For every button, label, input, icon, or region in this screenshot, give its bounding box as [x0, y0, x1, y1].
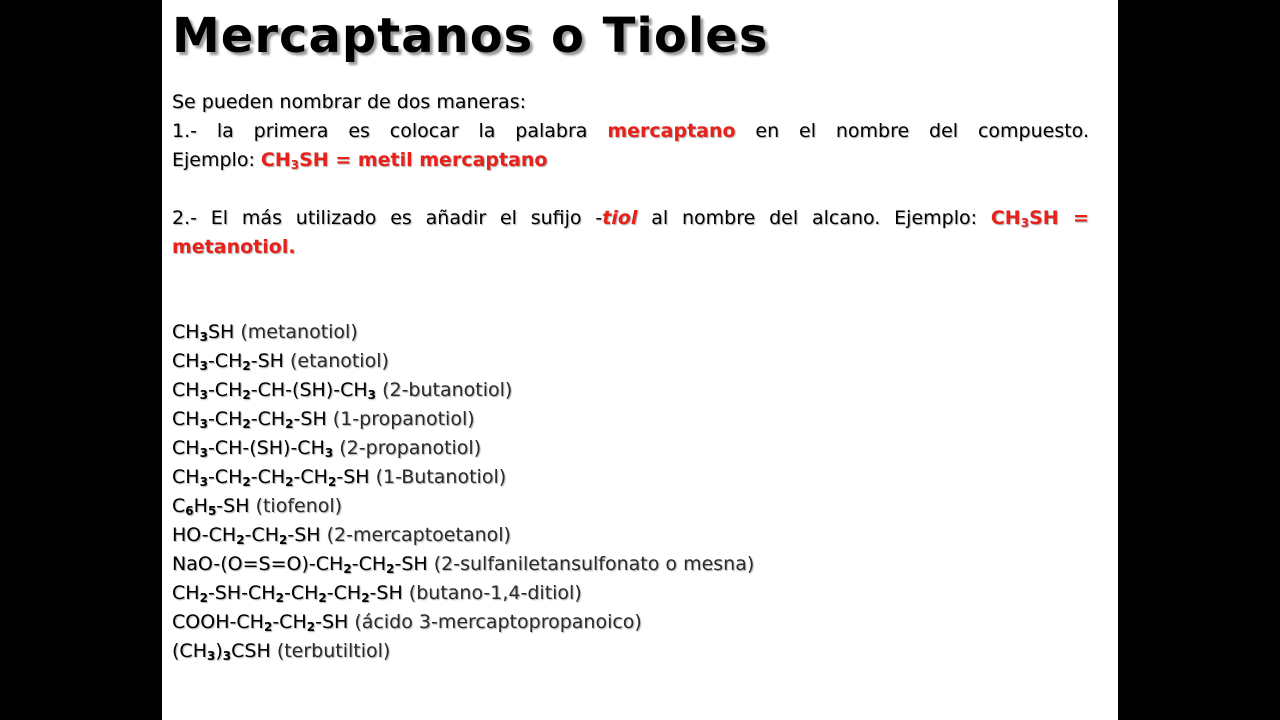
example-row — [172, 521, 1089, 550]
example-row — [172, 637, 1089, 666]
example-row — [172, 550, 1089, 579]
example-name: (1-Butanotiol) — [369, 466, 507, 488]
example-name: (1-propanotiol) — [326, 408, 475, 430]
rule-2-example-formula: $CH_3SH$ — [990, 207, 1059, 230]
examples-list — [172, 318, 1089, 666]
rule-1-example — [172, 146, 1089, 175]
example-row — [172, 376, 1089, 405]
rule-1-example-rest: = metil mercaptano — [328, 149, 548, 171]
rule-1-example-label: Ejemplo: — [172, 149, 261, 171]
example-name: (2-butanotiol) — [376, 379, 513, 401]
example-name: (ácido 3-mercaptopropanoico) — [348, 611, 642, 633]
example-formula: $CH_3-CH_2-SH$ — [172, 350, 284, 373]
example-formula: $CH_3-CH_2-CH-(SH)-CH_3$ — [172, 379, 377, 402]
example-row — [172, 608, 1089, 637]
example-formula: $CH_3-CH-(SH)-CH_3$ — [172, 437, 334, 460]
example-formula: $CH_3-CH_2-CH_2-CH_2-SH$ — [172, 466, 370, 489]
example-name: (terbutiltiol) — [270, 640, 391, 662]
rule-1-example-formula: $CH_3SH$ — [260, 149, 329, 172]
example-formula: $CH_2-SH-CH_2-CH_2-CH_2-SH$ — [172, 582, 403, 605]
example-formula: COOH-$CH_2-CH_2-SH$ — [172, 611, 349, 634]
rule-1-keyword: mercaptano — [607, 120, 736, 142]
intro-block — [172, 88, 1089, 262]
slide — [162, 0, 1118, 720]
example-name: (butano-1,4-ditiol) — [402, 582, 582, 604]
rule-1-after: en el nombre del compuesto. — [735, 120, 1090, 142]
example-row — [172, 318, 1089, 347]
example-formula: $CH_3SH$ — [172, 321, 235, 344]
example-row — [172, 405, 1089, 434]
example-row — [172, 434, 1089, 463]
example-row — [172, 492, 1089, 521]
example-name: (2-sulfaniletansulfonato o mesna) — [427, 553, 755, 575]
example-name: (etanotiol) — [283, 350, 389, 372]
rule-2-after: al nombre del alcano. Ejemplo: — [637, 207, 991, 229]
example-formula: $C_6H_5-SH$ — [172, 495, 250, 518]
intro-line: Se pueden nombrar de dos maneras: — [172, 91, 527, 113]
rule-1-text — [172, 117, 1089, 146]
rule-2-keyword — [602, 207, 637, 229]
example-row — [172, 579, 1089, 608]
example-name: (2-mercaptoetanol) — [320, 524, 511, 546]
example-name: (metanotiol) — [234, 321, 358, 343]
example-formula: NaO-$(O=S=O)-CH_2-CH_2-SH$ — [172, 553, 428, 576]
example-formula: $CH_3-CH_2-CH_2-SH$ — [172, 408, 327, 431]
rule-2-text — [172, 204, 1089, 233]
example-name: (2-propanotiol) — [333, 437, 482, 459]
example-name: (tiofenol) — [249, 495, 343, 517]
rule-2-before: 2.- El más utilizado es añadir el sufijo - — [172, 207, 603, 229]
slide-title: Mercaptanos o Tioles — [172, 8, 769, 64]
example-row — [172, 463, 1089, 492]
rule-2-example-line2: metanotiol. — [172, 236, 296, 258]
rule-1-before: 1.- la primera es colocar la palabra — [172, 120, 608, 142]
rule-2-example-rest: = — [1058, 207, 1089, 229]
example-row — [172, 347, 1089, 376]
rule-2-keyword-text: tiol — [602, 207, 638, 229]
example-formula: $HO-CH_2-CH_2-SH$ — [172, 524, 321, 547]
example-formula: $(CH_3)_3CSH$ — [172, 640, 271, 663]
